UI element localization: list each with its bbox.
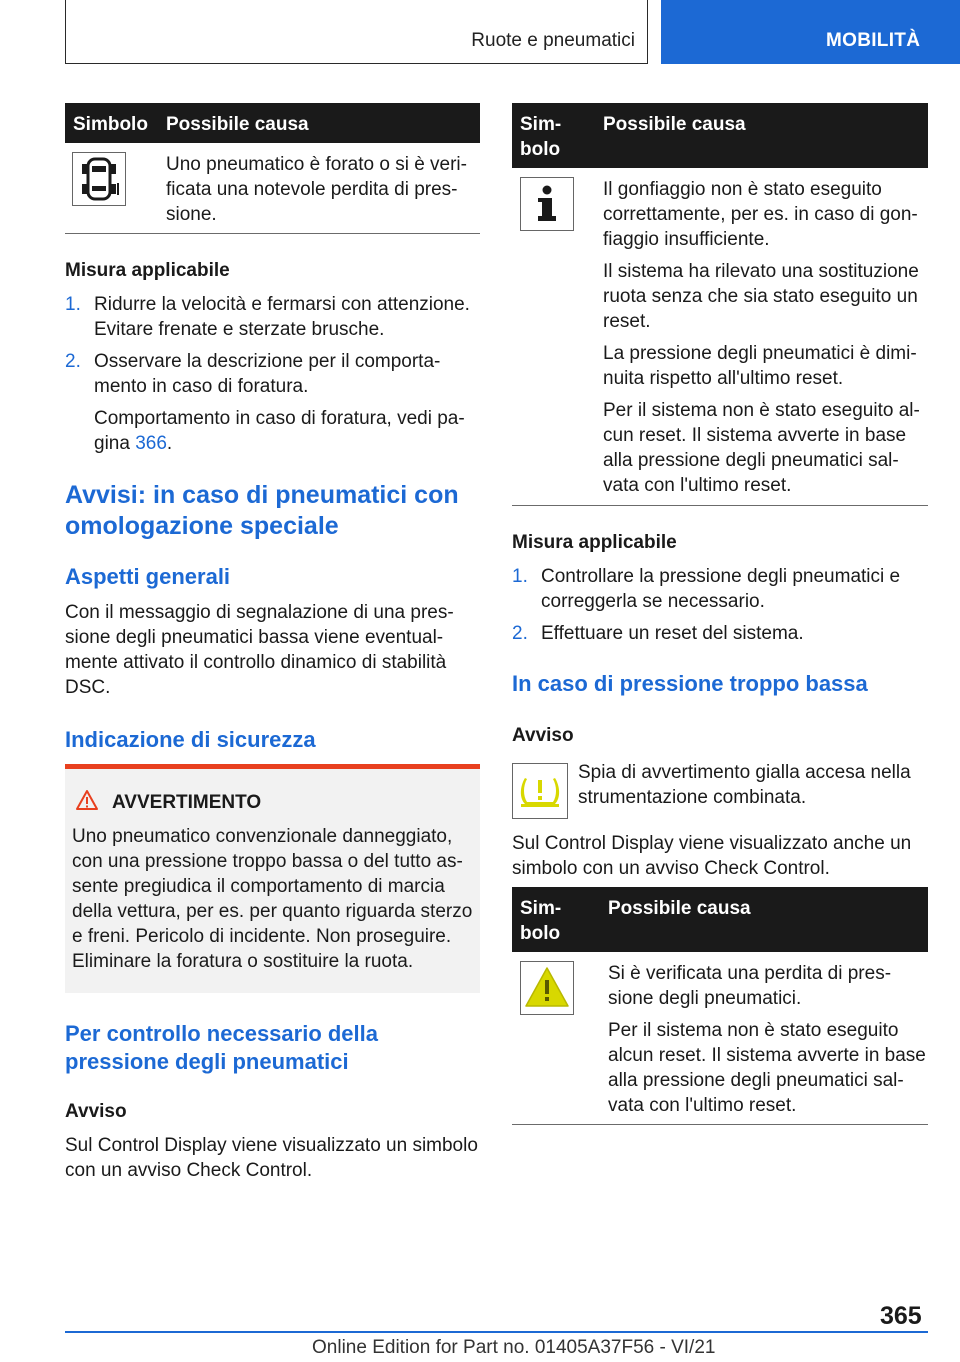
- cause-text: Uno pneumatico è forato o si è veri-ficata una notevole perdita di pres-sione.: [166, 154, 467, 225]
- cause-text: Per il sistema non è stato eseguito al-cun reset. Il sistema avverte in base alla pressione degli pneumatici sal-vata con l'ultimo reset.: [603, 400, 920, 496]
- chapter-tab: [661, 0, 960, 64]
- measure-label: Misura applicabile: [65, 260, 230, 281]
- table3-header: [512, 887, 928, 952]
- notice-text: Sul Control Display viene visualizzato un simbolo con un avviso Check Control.: [65, 1135, 478, 1181]
- section-heading: In caso di pressione troppo bassa: [512, 671, 868, 696]
- table1-separator: [65, 233, 480, 234]
- warning-box: [65, 769, 480, 993]
- cause-text: Il sistema ha rilevato una sostituzione ruota senza che sia stato eseguito un reset.: [603, 261, 919, 332]
- section-heading: Avvisi: in caso di pneumatici con omologazione speciale: [65, 481, 459, 540]
- cause-text: Il gonfiaggio non è stato eseguito correttamente, per es. in caso di gon-fiaggio insufficiente.: [603, 179, 918, 250]
- warning-text: Uno pneumatico convenzionale danneggiato, con una pressione troppo bassa o del tutto as-sente pregiudica il comportamento di marcia della vettura, per es. per quanto riguarda sterzo e freni. Pericolo di incidente. Non proseguire. Eliminare la foratura o sostituire la ruota.: [72, 826, 473, 972]
- measure-steps: [512, 564, 922, 646]
- subsection-heading: Indicazione di sicurezza: [65, 727, 316, 752]
- warning-title: AVVERTIMENTO: [112, 792, 262, 813]
- measure-label: Misura applicabile: [512, 532, 677, 553]
- notice-label: Avviso: [65, 1101, 127, 1122]
- cause-text: Si è verificata una perdita di pres-sione degli pneumatici.: [608, 963, 892, 1009]
- car-tire-top-view-icon: [72, 152, 126, 206]
- list-item: 1. Controllare la pressione degli pneumatici e correggerla se necessario.: [512, 566, 901, 612]
- table1-header: [65, 103, 480, 143]
- page-reference: Comportamento in caso di foratura, vedi pa-gina 366.: [94, 408, 465, 454]
- col-symbol-header: Sim-bolo: [520, 898, 562, 944]
- list-item: 2. Effettuare un reset del sistema.: [512, 623, 804, 644]
- general-text: Con il messaggio di segnalazione di una pres-sione degli pneumatici bassa viene eventual-mente attivato il controllo dinamico di stabilità DSC.: [65, 602, 454, 698]
- table3-cause-cell: [608, 961, 926, 1125]
- list-item: 1. Ridurre la velocità e fermarsi con attenzione. Evitare frenate e sterzate brusche.: [65, 294, 470, 340]
- lamp-text: Spia di avvertimento gialla accesa nella strumentazione combinata.: [578, 762, 911, 808]
- display-text: Sul Control Display viene visualizzato anche un simbolo con un avviso Check Control.: [512, 833, 912, 879]
- cause-text: La pressione degli pneumatici è dimi-nuita rispetto all'ultimo reset.: [603, 343, 917, 389]
- list-item: 2. Osservare la descrizione per il comporta-mento in caso di foratura.: [65, 351, 441, 397]
- col-cause-header: Possibile causa: [608, 898, 751, 919]
- cause-text: Per il sistema non è stato eseguito alcun reset. Il sistema avverte in base alla pressione degli pneumatici sal-vata con l'ultimo reset.: [608, 1020, 926, 1116]
- footer-rule: [65, 1331, 928, 1333]
- section-title: Ruote e pneumatici: [471, 30, 635, 51]
- tire-pressure-warning-icon: [512, 763, 568, 819]
- subsection-heading: Aspetti generali: [65, 564, 231, 589]
- warning-triangle-icon: [520, 961, 574, 1015]
- edition-text: Online Edition for Part no. 01405A37F56 - VI/21: [312, 1337, 716, 1358]
- page-number: 365: [880, 1302, 922, 1330]
- notice-label: Avviso: [512, 725, 574, 746]
- col-symbol-header: Simbolo: [73, 114, 148, 135]
- col-cause-header: Possibile causa: [166, 114, 309, 135]
- running-header: [65, 0, 648, 64]
- section-heading: Per controllo necessario della pressione degli pneumatici: [65, 1021, 379, 1074]
- chapter-label: MOBILITÀ: [826, 30, 921, 51]
- table2-separator: [512, 505, 928, 506]
- col-symbol-header: Sim-bolo: [520, 114, 562, 160]
- table2-header: [512, 103, 928, 168]
- info-icon: [520, 177, 574, 231]
- table1-cause-cell: [166, 152, 476, 234]
- page-link[interactable]: 366: [135, 433, 167, 454]
- col-cause-header: Possibile causa: [603, 114, 746, 135]
- warning-triangle-icon: [75, 789, 99, 811]
- table3-separator: [512, 1124, 928, 1125]
- table2-cause-cell: [603, 177, 925, 505]
- measure-steps: [65, 292, 477, 456]
